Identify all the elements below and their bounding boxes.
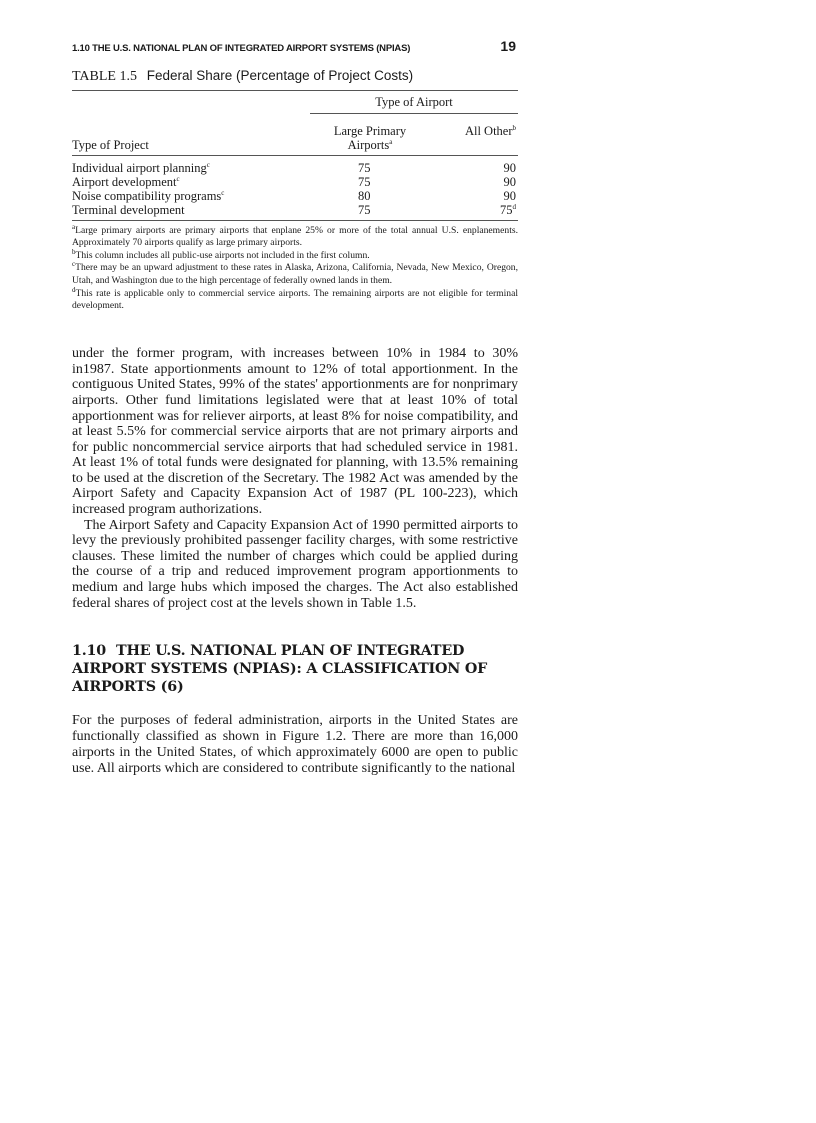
footnote-marker: b (512, 123, 516, 132)
footnote-marker: c (72, 260, 76, 269)
row-project: Airport development (72, 174, 177, 189)
row-project: Terminal development (72, 203, 185, 218)
column-header-row (72, 114, 518, 155)
running-head-title: 1.10 THE U.S. NATIONAL PLAN OF INTEGRATED AIRPORT SYSTEMS (NPIAS) (72, 43, 411, 54)
running-head (72, 38, 518, 54)
table-footnotes (72, 222, 518, 313)
footnote (72, 285, 518, 313)
footnote-text: Large primary airports are primary airports that enplane 25% or more of the total annual U.S. enplanements. Approximately 70 airports qualify as large primary airports. (72, 224, 518, 248)
row-project: Individual airport planning (72, 160, 207, 175)
federal-share-table (72, 90, 518, 221)
table-row (72, 203, 518, 220)
section-title: THE U.S. NATIONAL PLAN OF INTEGRATED AIRPORT SYSTEMS (NPIAS): A CLASSIFICATION OF AIRPORTS (6) (72, 643, 488, 696)
body-paragraph: The Airport Safety and Capacity Expansion Act of 1990 permitted airports to levy the previously prohibited passenger facility charges, with some restrictive clauses. These limited the number of charges which could be applied during the course of a trip and reduced improvement program apportionments to medium and large hubs which imposed the charges. The Act also established federal shares of project cost at the levels shown in Table 1.5. (72, 517, 518, 611)
footnote (72, 247, 518, 262)
row-large-value: 80 (358, 189, 371, 204)
table-row (72, 189, 518, 203)
column-header-all-other (430, 114, 518, 155)
row-other-value: 75 (500, 203, 513, 218)
row-large-value: 75 (358, 160, 371, 175)
footnote-marker: b (72, 247, 76, 256)
footnote (72, 262, 518, 287)
column-header-project: Type of Project (72, 114, 310, 155)
footnote-marker: c (206, 160, 210, 169)
footnote-marker: a (389, 138, 393, 147)
row-other-value: 90 (503, 160, 516, 175)
footnote-marker: c (176, 174, 180, 183)
row-project: Noise compatibility programs (72, 189, 222, 204)
group-header: Type of Airport (310, 91, 518, 114)
column-header-large-line2: Airports (347, 138, 390, 153)
row-other-value: 90 (503, 189, 516, 204)
table-row (72, 155, 518, 175)
column-header-large-line1: Large Primary (333, 124, 407, 138)
page-number: 19 (500, 38, 516, 54)
footnote-marker: c (221, 189, 225, 197)
section-number: 1.10 (72, 643, 107, 660)
table-label: TABLE 1.5 (72, 69, 137, 84)
row-large-value: 75 (358, 174, 371, 189)
table-caption (72, 68, 518, 85)
column-header-other-label: All Other (464, 124, 513, 138)
footnote-text: This rate is applicable only to commercial service airports. The remaining airports are not eligible for terminal development. (72, 287, 518, 311)
column-header-large-primary (310, 114, 430, 155)
table-title: Federal Share (Percentage of Project Costs) (146, 68, 414, 83)
body-paragraph: under the former program, with increases between 10% in 1984 to 30% in1987. State apportionments amount to 12% of total apportionment. In the contiguous United States, 99% of the states' apportionments are for nonprimary airports. Other fund limitations legislated were that at least 10% of total apportionment was for reliever airports, at least 8% for noise compatibility, and at least 5.5% for commercial service airports that are not primary airports and for public noncommercial service airports that had scheduled service in 1981. At least 1% of total funds were designated for planning, with 13.5% remaining to be used at the discretion of the Secretary. The 1982 Act was amended by the Airport Safety and Capacity Expansion Act of 1987 (PL 100-223), which increased program authorizations. (72, 346, 518, 518)
row-large-value: 75 (358, 203, 371, 218)
table-corner (72, 91, 310, 115)
footnote-marker: a (72, 222, 76, 231)
book-page (72, 38, 518, 777)
row-other-value: 90 (503, 174, 516, 189)
body-text (72, 346, 518, 611)
footnote-marker: d (72, 285, 76, 294)
section-heading (72, 642, 518, 696)
body-paragraph: For the purposes of federal administration, airports in the United States are functionally classified as shown in Figure 1.2. There are more than 16,000 airports in the United States, of which approximately 6000 are open to public use. All airports which are considered to contribute significantly to the national (72, 713, 518, 777)
table-row (72, 175, 518, 189)
footnote-text: This column includes all public-use airports not included in the first column. (75, 249, 370, 261)
section-body (72, 713, 518, 777)
footnote-marker: d (512, 203, 516, 212)
footnote (72, 222, 518, 250)
footnote-text: There may be an upward adjustment to these rates in Alaska, Arizona, California, Nevada, New Mexico, Oregon, Utah, and Washington due to the high percentage of federally owned lands in them. (72, 262, 518, 286)
